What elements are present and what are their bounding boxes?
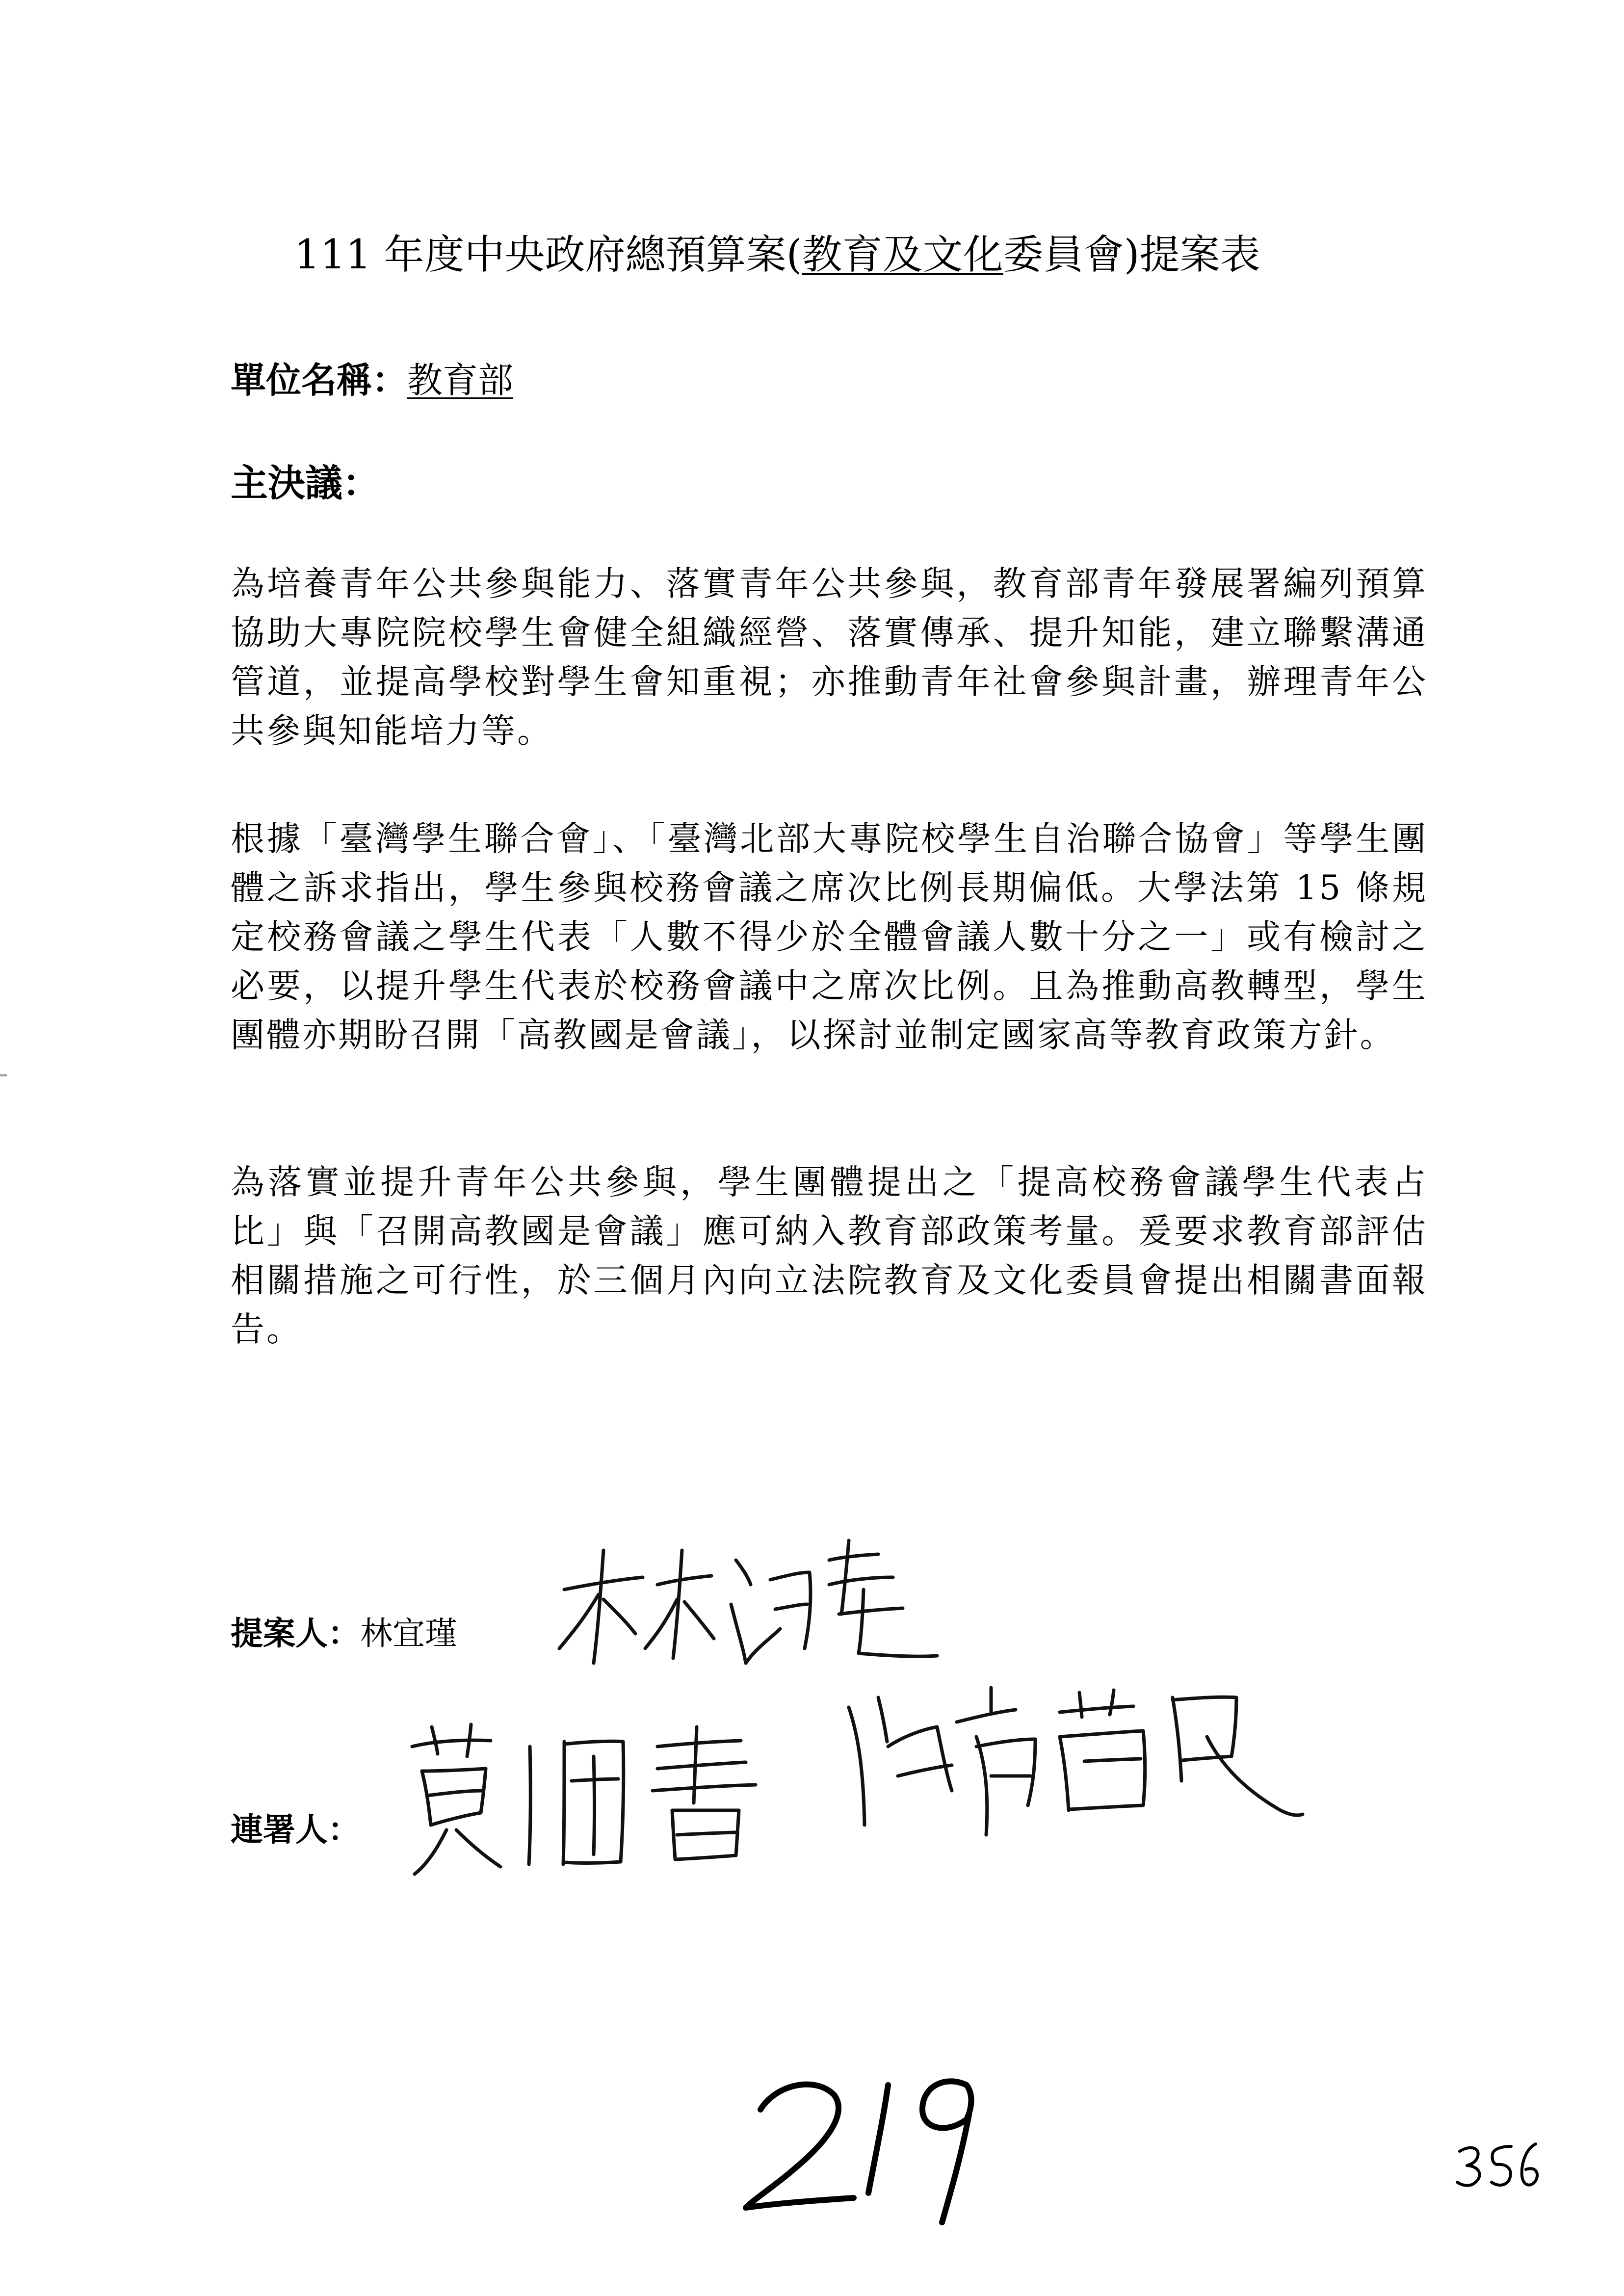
proposer-name: 林宜瑾 <box>360 1615 457 1652</box>
cosigner-label: 連署人： <box>231 1811 360 1849</box>
title-prefix: 111 年度中央政府總預算案( <box>294 232 802 278</box>
unit-value: 教育部 <box>407 360 514 401</box>
handwritten-sheet-number <box>1452 2139 1541 2193</box>
unit-label: 單位名稱： <box>231 360 408 401</box>
proposer-signature <box>545 1531 947 1678</box>
proposer-line <box>231 1614 457 1653</box>
handwritten-page-number <box>736 2056 1011 2232</box>
paragraph-1: 為培養青年公共參與能力、落實青年公共參與，教育部青年發展署編列預算協助大專院院校學生會健全組織經營、落實傳承、提升知能，建立聯繫溝通管道，並提高學校對學生會知重視；亦推動青年社會參與計畫，辦理青年公共參與知能培力等。 <box>231 564 1428 751</box>
cosigner-signature-2 <box>829 1678 1310 1854</box>
proposer-label: 提案人： <box>231 1615 360 1652</box>
main-resolution-heading: 主決議： <box>231 461 380 505</box>
cosigner-signature-1 <box>402 1717 775 1884</box>
paragraph-2: 根據「臺灣學生聯合會」、「臺灣北部大專院校學生自治聯合協會」等學生團體之訴求指出，學生參與校務會議之席次比例長期偏低。大學法第 15 條規定校務會議之學生代表「人數不得少於全體會議人數十分之一」或有檢討之必要，以提升學生代表於校務會議中之席次比例。且為推動高教轉型，學生團體亦期盼召開「高教國是會議」，以探討並制定國家高等教育政策方針。 <box>231 819 1428 1055</box>
title-committee: 教育及文化 <box>802 232 1003 278</box>
unit-line <box>231 358 513 402</box>
title-suffix: 委員會)提案表 <box>1003 232 1260 278</box>
page-title <box>294 231 1374 280</box>
paragraph-3: 為落實並提升青年公共參與，學生團體提出之「提高校務會議學生代表占比」與「召開高教國是會議」應可納入教育部政策考量。爰要求教育部評估相關措施之可行性，於三個月內向立法院教育及文化委員會提出相關書面報告。 <box>231 1163 1428 1349</box>
scan-mark <box>0 1074 7 1076</box>
